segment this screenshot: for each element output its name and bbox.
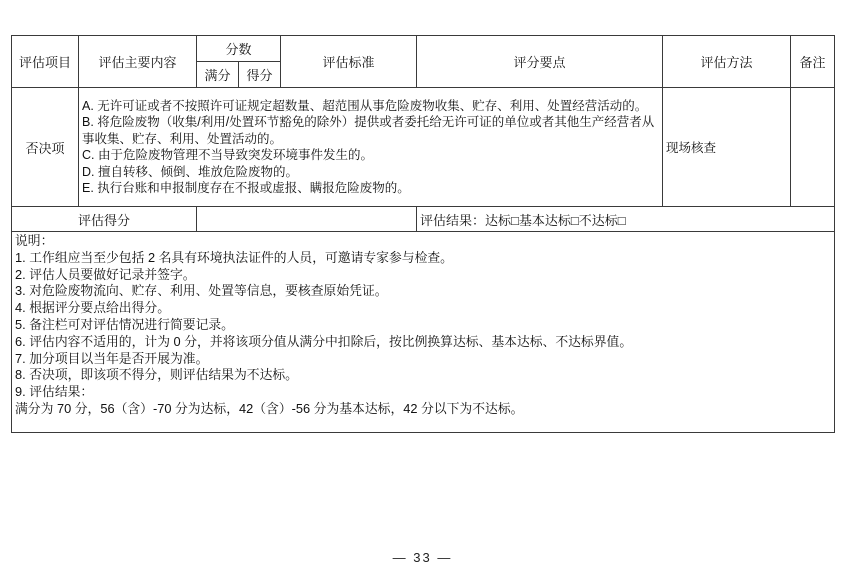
header-eval-content: 评估主要内容	[79, 36, 197, 88]
eval-score-label: 评估得分	[12, 207, 197, 232]
header-score-group: 分数	[197, 36, 281, 62]
note-line-4: 4. 根据评分要点给出得分。	[15, 300, 170, 316]
note-line-8: 8. 否决项，即该项不得分，则评估结果为不达标。	[15, 367, 298, 383]
veto-item-d: D. 擅自转移、倾倒、堆放危险废物的。	[82, 164, 298, 179]
veto-item-a: A. 无许可证或者不按照许可证规定超数量、超范围从事危险废物收集、贮存、利用、处置经营活动的。	[82, 98, 648, 113]
score-result-row	[12, 207, 835, 232]
header-eval-item: 评估项目	[12, 36, 79, 88]
notes-title: 说明：	[15, 233, 54, 248]
remark-cell	[791, 88, 835, 207]
header-remark: 备注	[791, 36, 835, 88]
note-line-2: 2. 评估人员要做好记录并签字。	[15, 266, 196, 282]
note-line-1: 1. 工作组应当至少包括 2 名具有环境执法证件的人员，可邀请专家参与检查。	[15, 249, 453, 265]
header-score-key-points: 评分要点	[417, 36, 663, 88]
header-gained-score: 得分	[239, 62, 281, 88]
veto-item-e: E. 执行台账和申报制度存在不报或虚报、瞒报危险废物的。	[82, 181, 410, 195]
note-line-9: 9. 评估结果：	[15, 384, 94, 400]
header-eval-method: 评估方法	[663, 36, 791, 88]
veto-row	[12, 88, 835, 207]
veto-row-label: 否决项	[12, 88, 79, 207]
header-eval-standard: 评估标准	[281, 36, 417, 88]
note-line-7: 7. 加分项目以当年是否开展为准。	[15, 350, 209, 366]
header-full-score: 满分	[197, 62, 239, 88]
eval-result-cell: 评估结果：达标□基本达标□不达标□	[417, 207, 835, 232]
table-header-row-1	[12, 36, 835, 62]
note-line-5: 5. 备注栏可对评估情况进行简要记录。	[15, 316, 234, 332]
veto-items-cell	[79, 88, 663, 207]
eval-score-value-cell	[197, 207, 417, 232]
veto-item-b: B. 将危险废物（收集/利用/处置环节豁免的除外）提供或者委托给无许可证的单位或者其他生产经营者从事收集、贮存、利用、处置活动的。	[82, 115, 655, 146]
note-line-10: 满分为 70 分，56（含）-70 分为达标，42（含）-56 分为基本达标，42 分以下为不达标。	[15, 400, 524, 416]
page-number: — 33 —	[392, 550, 453, 565]
note-line-6: 6. 评估内容不适用的，计为 0 分，并将该项分值从满分中扣除后，按比例换算达标、基本达标、不达标界值。	[15, 333, 633, 349]
notes-row	[12, 232, 835, 433]
note-line-3: 3. 对危险废物流向、贮存、利用、处置等信息，要核查原始凭证。	[15, 283, 388, 299]
eval-method-cell: 现场核查	[663, 88, 791, 207]
veto-item-c: C. 由于危险废物管理不当导致突发环境事件发生的。	[82, 148, 373, 162]
evaluation-table	[11, 35, 835, 433]
notes-cell	[12, 232, 835, 433]
